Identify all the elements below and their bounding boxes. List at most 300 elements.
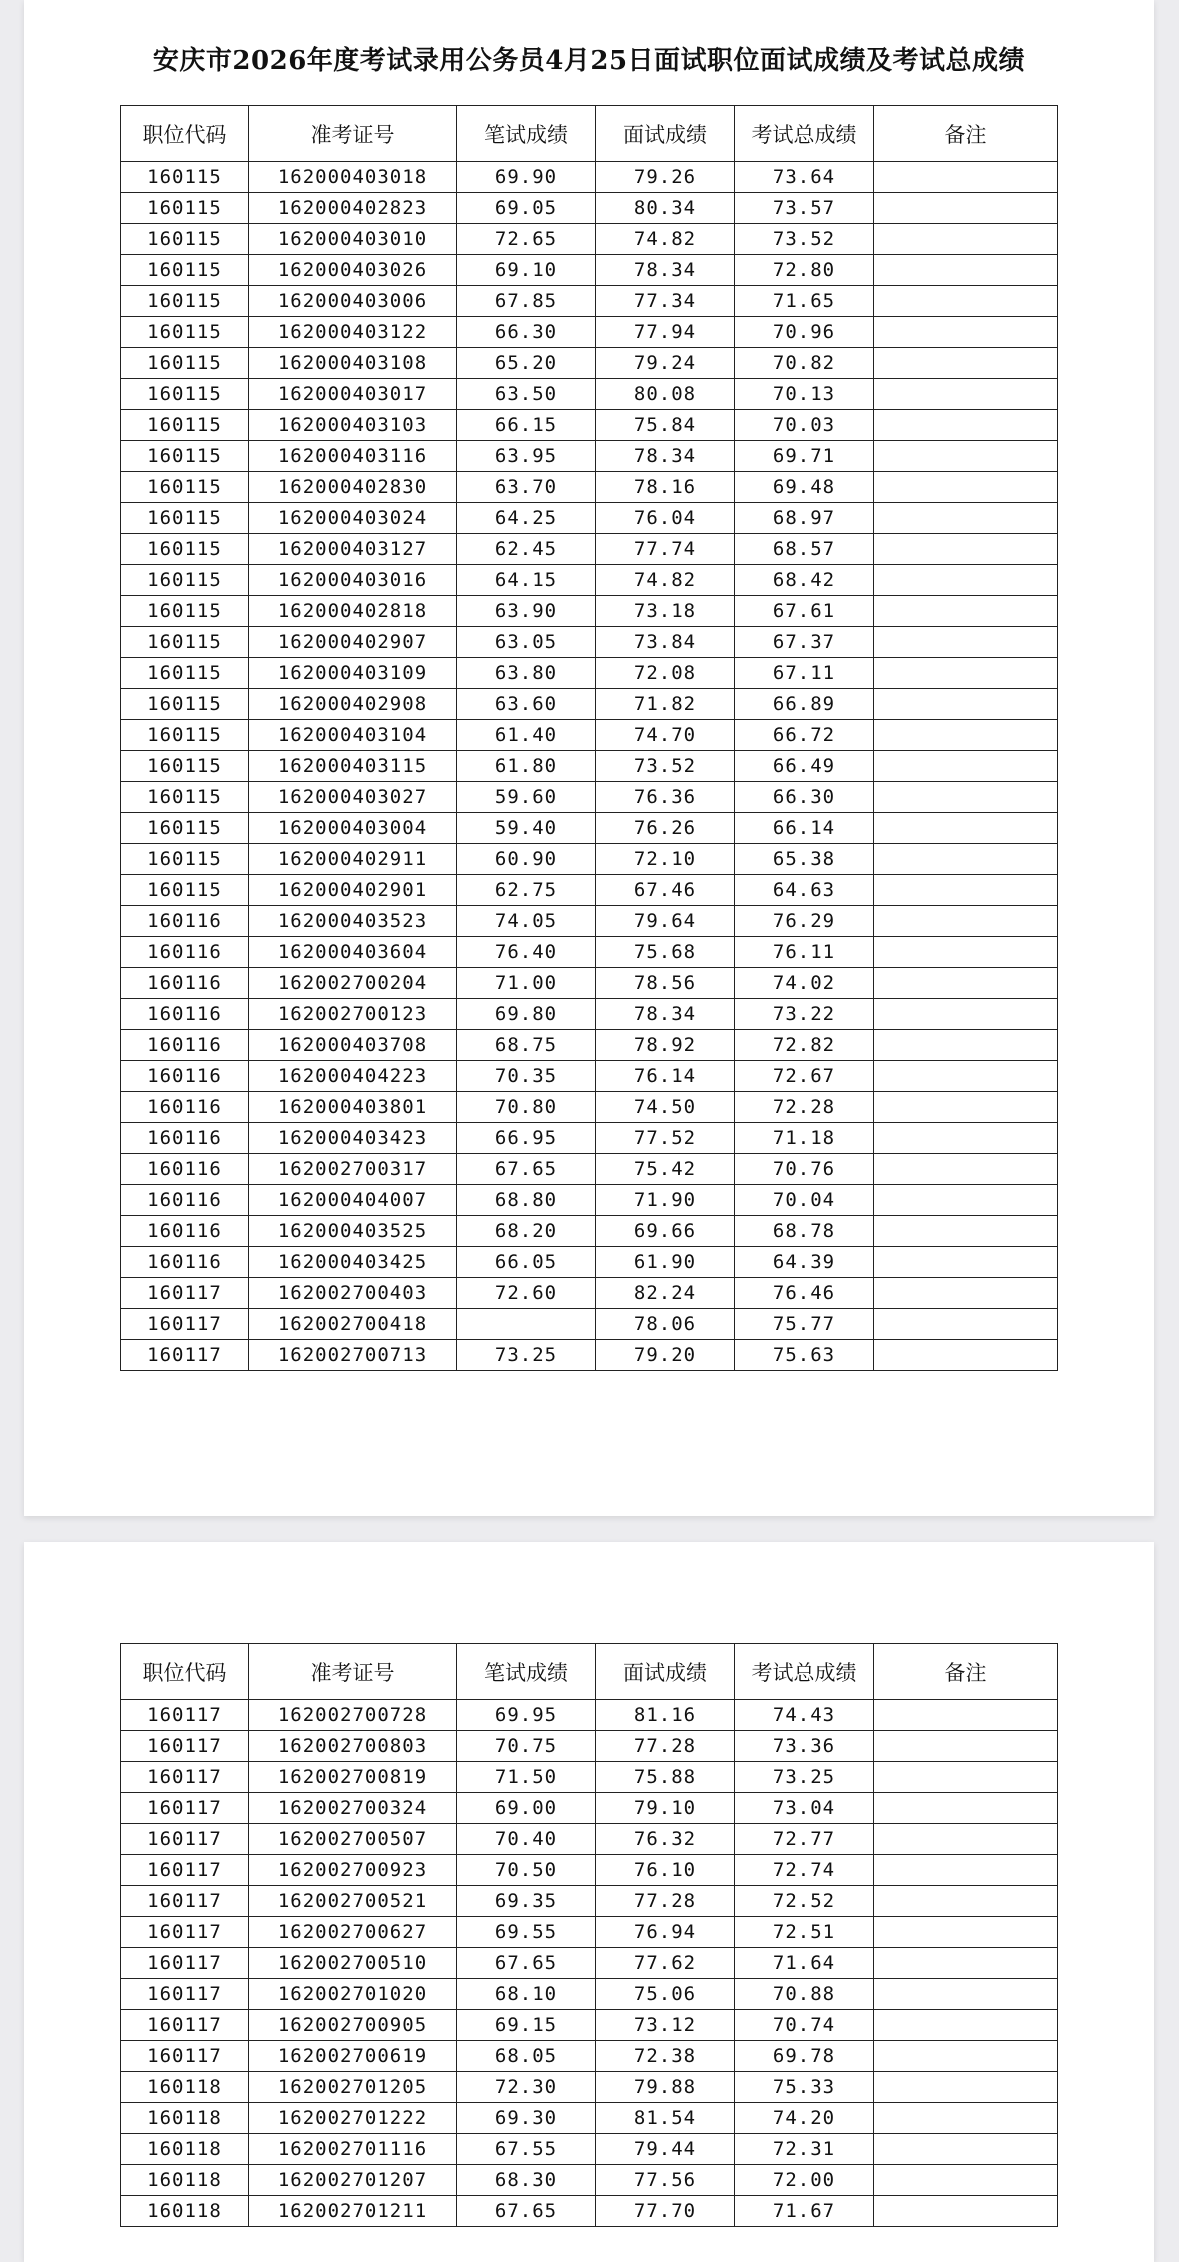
cell-remarks: [874, 255, 1058, 286]
cell-remarks: [874, 1700, 1058, 1731]
cell-total-score: 70.96: [735, 317, 874, 348]
cell-interview-score: 81.54: [596, 2103, 735, 2134]
cell-written-score: 64.25: [457, 503, 596, 534]
cell-position-code: 160115: [121, 627, 249, 658]
cell-remarks: [874, 1917, 1058, 1948]
cell-written-score: 66.15: [457, 410, 596, 441]
table-body-page-1: [121, 162, 1058, 1371]
cell-ticket-number: 162002700803: [249, 1731, 457, 1762]
cell-written-score: 74.05: [457, 906, 596, 937]
table-row: [121, 1030, 1058, 1061]
document-page-2: [24, 1542, 1154, 2262]
cell-ticket-number: 162002700510: [249, 1948, 457, 1979]
cell-ticket-number: 162002700418: [249, 1309, 457, 1340]
cell-ticket-number: 162000403122: [249, 317, 457, 348]
cell-position-code: 160115: [121, 193, 249, 224]
cell-position-code: 160116: [121, 1123, 249, 1154]
table-row: [121, 193, 1058, 224]
table-row: [121, 2010, 1058, 2041]
cell-interview-score: 72.38: [596, 2041, 735, 2072]
cell-remarks: [874, 472, 1058, 503]
cell-written-score: 69.00: [457, 1793, 596, 1824]
cell-total-score: 71.18: [735, 1123, 874, 1154]
cell-position-code: 160116: [121, 1247, 249, 1278]
cell-ticket-number: 162002700521: [249, 1886, 457, 1917]
cell-written-score: 69.90: [457, 162, 596, 193]
cell-position-code: 160117: [121, 1824, 249, 1855]
cell-written-score: 70.50: [457, 1855, 596, 1886]
table-row: [121, 1247, 1058, 1278]
table-row: [121, 1092, 1058, 1123]
cell-position-code: 160117: [121, 1731, 249, 1762]
cell-position-code: 160117: [121, 1855, 249, 1886]
cell-ticket-number: 162002701207: [249, 2165, 457, 2196]
table-row: [121, 751, 1058, 782]
table-row: [121, 1216, 1058, 1247]
cell-ticket-number: 162000403108: [249, 348, 457, 379]
cell-remarks: [874, 1154, 1058, 1185]
cell-total-score: 65.38: [735, 844, 874, 875]
cell-interview-score: 67.46: [596, 875, 735, 906]
cell-ticket-number: 162000402908: [249, 689, 457, 720]
cell-ticket-number: 162002701211: [249, 2196, 457, 2227]
cell-total-score: 66.14: [735, 813, 874, 844]
cell-remarks: [874, 2010, 1058, 2041]
cell-position-code: 160116: [121, 999, 249, 1030]
cell-written-score: 68.80: [457, 1185, 596, 1216]
cell-total-score: 73.36: [735, 1731, 874, 1762]
cell-written-score: 64.15: [457, 565, 596, 596]
cell-total-score: 72.31: [735, 2134, 874, 2165]
cell-interview-score: 78.92: [596, 1030, 735, 1061]
cell-ticket-number: 162000403104: [249, 720, 457, 751]
cell-total-score: 73.57: [735, 193, 874, 224]
cell-total-score: 68.42: [735, 565, 874, 596]
cell-written-score: 76.40: [457, 937, 596, 968]
cell-position-code: 160117: [121, 1917, 249, 1948]
cell-position-code: 160115: [121, 751, 249, 782]
cell-written-score: 72.65: [457, 224, 596, 255]
cell-position-code: 160116: [121, 1216, 249, 1247]
cell-position-code: 160117: [121, 1948, 249, 1979]
cell-remarks: [874, 813, 1058, 844]
cell-total-score: 70.04: [735, 1185, 874, 1216]
cell-interview-score: 77.94: [596, 317, 735, 348]
table-row: [121, 1917, 1058, 1948]
cell-written-score: [457, 1309, 596, 1340]
cell-remarks: [874, 999, 1058, 1030]
cell-interview-score: 79.26: [596, 162, 735, 193]
cell-position-code: 160115: [121, 596, 249, 627]
cell-interview-score: 73.84: [596, 627, 735, 658]
table-row: [121, 906, 1058, 937]
cell-ticket-number: 162002700819: [249, 1762, 457, 1793]
cell-remarks: [874, 565, 1058, 596]
cell-interview-score: 78.34: [596, 255, 735, 286]
cell-position-code: 160115: [121, 379, 249, 410]
cell-remarks: [874, 2196, 1058, 2227]
cell-position-code: 160117: [121, 1278, 249, 1309]
table-row: [121, 410, 1058, 441]
cell-written-score: 69.10: [457, 255, 596, 286]
cell-ticket-number: 162002700324: [249, 1793, 457, 1824]
cell-position-code: 160115: [121, 162, 249, 193]
cell-written-score: 70.80: [457, 1092, 596, 1123]
cell-position-code: 160117: [121, 1309, 249, 1340]
cell-written-score: 61.80: [457, 751, 596, 782]
table-row: [121, 1340, 1058, 1371]
cell-ticket-number: 162000403127: [249, 534, 457, 565]
cell-position-code: 160116: [121, 1154, 249, 1185]
table-row: [121, 999, 1058, 1030]
cell-ticket-number: 162000403024: [249, 503, 457, 534]
cell-interview-score: 79.24: [596, 348, 735, 379]
table-row: [121, 1979, 1058, 2010]
cell-interview-score: 73.52: [596, 751, 735, 782]
cell-interview-score: 73.18: [596, 596, 735, 627]
cell-remarks: [874, 1123, 1058, 1154]
cell-ticket-number: 162000404007: [249, 1185, 457, 1216]
header-position-code: 职位代码: [121, 1644, 249, 1700]
header-written-score: 笔试成绩: [457, 106, 596, 162]
cell-remarks: [874, 2103, 1058, 2134]
table-row: [121, 1700, 1058, 1731]
table-row: [121, 565, 1058, 596]
table-row: [121, 1185, 1058, 1216]
cell-total-score: 70.03: [735, 410, 874, 441]
cell-written-score: 67.65: [457, 1154, 596, 1185]
cell-total-score: 72.77: [735, 1824, 874, 1855]
cell-written-score: 68.10: [457, 1979, 596, 2010]
cell-interview-score: 77.62: [596, 1948, 735, 1979]
table-row: [121, 441, 1058, 472]
cell-remarks: [874, 720, 1058, 751]
cell-written-score: 60.90: [457, 844, 596, 875]
cell-position-code: 160115: [121, 720, 249, 751]
cell-written-score: 71.00: [457, 968, 596, 999]
cell-written-score: 70.35: [457, 1061, 596, 1092]
scores-table-page-2: [120, 1643, 1058, 2227]
cell-total-score: 71.67: [735, 2196, 874, 2227]
cell-written-score: 62.75: [457, 875, 596, 906]
table-row: [121, 658, 1058, 689]
table-row: [121, 689, 1058, 720]
cell-ticket-number: 162000402818: [249, 596, 457, 627]
table-row: [121, 2041, 1058, 2072]
cell-remarks: [874, 1886, 1058, 1917]
cell-ticket-number: 162002701020: [249, 1979, 457, 2010]
table-row: [121, 348, 1058, 379]
header-total-score: 考试总成绩: [735, 1644, 874, 1700]
table-row: [121, 317, 1058, 348]
table-row: [121, 720, 1058, 751]
cell-position-code: 160117: [121, 2010, 249, 2041]
cell-ticket-number: 162000403017: [249, 379, 457, 410]
cell-position-code: 160117: [121, 1886, 249, 1917]
cell-written-score: 62.45: [457, 534, 596, 565]
cell-interview-score: 75.88: [596, 1762, 735, 1793]
cell-ticket-number: 162000404223: [249, 1061, 457, 1092]
cell-ticket-number: 162002700713: [249, 1340, 457, 1371]
cell-remarks: [874, 844, 1058, 875]
cell-remarks: [874, 1340, 1058, 1371]
cell-interview-score: 77.28: [596, 1731, 735, 1762]
cell-remarks: [874, 1030, 1058, 1061]
table-row: [121, 1154, 1058, 1185]
cell-interview-score: 69.66: [596, 1216, 735, 1247]
cell-total-score: 70.13: [735, 379, 874, 410]
cell-remarks: [874, 1061, 1058, 1092]
cell-ticket-number: 162002700123: [249, 999, 457, 1030]
cell-remarks: [874, 1092, 1058, 1123]
cell-written-score: 63.05: [457, 627, 596, 658]
cell-ticket-number: 162000403423: [249, 1123, 457, 1154]
cell-remarks: [874, 534, 1058, 565]
cell-total-score: 68.78: [735, 1216, 874, 1247]
cell-remarks: [874, 379, 1058, 410]
cell-written-score: 69.30: [457, 2103, 596, 2134]
cell-interview-score: 77.70: [596, 2196, 735, 2227]
table-row: [121, 1886, 1058, 1917]
cell-written-score: 68.30: [457, 2165, 596, 2196]
cell-written-score: 67.85: [457, 286, 596, 317]
header-position-code: 职位代码: [121, 106, 249, 162]
cell-ticket-number: 162002700317: [249, 1154, 457, 1185]
cell-interview-score: 79.10: [596, 1793, 735, 1824]
table-row: [121, 1762, 1058, 1793]
cell-interview-score: 76.26: [596, 813, 735, 844]
cell-written-score: 66.30: [457, 317, 596, 348]
cell-written-score: 70.40: [457, 1824, 596, 1855]
cell-interview-score: 77.56: [596, 2165, 735, 2196]
cell-position-code: 160115: [121, 844, 249, 875]
header-written-score: 笔试成绩: [457, 1644, 596, 1700]
cell-position-code: 160116: [121, 1061, 249, 1092]
cell-ticket-number: 162000403018: [249, 162, 457, 193]
cell-total-score: 75.63: [735, 1340, 874, 1371]
cell-ticket-number: 162002701116: [249, 2134, 457, 2165]
table-row: [121, 1123, 1058, 1154]
cell-interview-score: 78.06: [596, 1309, 735, 1340]
header-remarks: 备注: [874, 1644, 1058, 1700]
cell-interview-score: 79.88: [596, 2072, 735, 2103]
cell-interview-score: 76.14: [596, 1061, 735, 1092]
header-total-score: 考试总成绩: [735, 106, 874, 162]
table-row: [121, 844, 1058, 875]
cell-interview-score: 76.32: [596, 1824, 735, 1855]
cell-ticket-number: 162002700403: [249, 1278, 457, 1309]
cell-written-score: 69.05: [457, 193, 596, 224]
table-row: [121, 1278, 1058, 1309]
cell-ticket-number: 162000403026: [249, 255, 457, 286]
table-row: [121, 224, 1058, 255]
cell-total-score: 67.11: [735, 658, 874, 689]
table-row: [121, 1309, 1058, 1340]
cell-written-score: 70.75: [457, 1731, 596, 1762]
table-row: [121, 1855, 1058, 1886]
cell-remarks: [874, 348, 1058, 379]
cell-total-score: 67.37: [735, 627, 874, 658]
cell-total-score: 70.82: [735, 348, 874, 379]
cell-total-score: 64.39: [735, 1247, 874, 1278]
table-row: [121, 782, 1058, 813]
table-row: [121, 596, 1058, 627]
cell-remarks: [874, 2072, 1058, 2103]
cell-total-score: 74.43: [735, 1700, 874, 1731]
cell-position-code: 160115: [121, 782, 249, 813]
cell-total-score: 73.52: [735, 224, 874, 255]
table-row: [121, 875, 1058, 906]
cell-remarks: [874, 224, 1058, 255]
cell-position-code: 160117: [121, 2041, 249, 2072]
cell-total-score: 76.29: [735, 906, 874, 937]
cell-interview-score: 76.10: [596, 1855, 735, 1886]
cell-total-score: 70.76: [735, 1154, 874, 1185]
cell-total-score: 72.67: [735, 1061, 874, 1092]
table-row: [121, 1948, 1058, 1979]
cell-position-code: 160116: [121, 1092, 249, 1123]
cell-position-code: 160115: [121, 689, 249, 720]
cell-position-code: 160116: [121, 1030, 249, 1061]
cell-interview-score: 71.90: [596, 1185, 735, 1216]
cell-position-code: 160115: [121, 565, 249, 596]
cell-written-score: 72.30: [457, 2072, 596, 2103]
cell-written-score: 63.70: [457, 472, 596, 503]
cell-written-score: 67.55: [457, 2134, 596, 2165]
table-row: [121, 503, 1058, 534]
cell-remarks: [874, 968, 1058, 999]
cell-position-code: 160118: [121, 2165, 249, 2196]
cell-interview-score: 74.70: [596, 720, 735, 751]
table-row: [121, 2103, 1058, 2134]
cell-written-score: 65.20: [457, 348, 596, 379]
cell-interview-score: 82.24: [596, 1278, 735, 1309]
cell-remarks: [874, 782, 1058, 813]
cell-interview-score: 74.50: [596, 1092, 735, 1123]
cell-total-score: 72.74: [735, 1855, 874, 1886]
cell-written-score: 68.20: [457, 1216, 596, 1247]
cell-interview-score: 79.64: [596, 906, 735, 937]
cell-position-code: 160115: [121, 441, 249, 472]
cell-written-score: 66.95: [457, 1123, 596, 1154]
cell-ticket-number: 162002701205: [249, 2072, 457, 2103]
cell-written-score: 68.75: [457, 1030, 596, 1061]
cell-interview-score: 79.20: [596, 1340, 735, 1371]
cell-position-code: 160115: [121, 813, 249, 844]
cell-written-score: 71.50: [457, 1762, 596, 1793]
header-ticket-number: 准考证号: [249, 1644, 457, 1700]
cell-ticket-number: 162000403027: [249, 782, 457, 813]
cell-ticket-number: 162002700905: [249, 2010, 457, 2041]
table-row: [121, 1824, 1058, 1855]
cell-interview-score: 78.34: [596, 441, 735, 472]
cell-position-code: 160115: [121, 255, 249, 286]
cell-written-score: 69.55: [457, 1917, 596, 1948]
cell-position-code: 160115: [121, 503, 249, 534]
cell-total-score: 73.25: [735, 1762, 874, 1793]
cell-ticket-number: 162002700204: [249, 968, 457, 999]
cell-written-score: 69.95: [457, 1700, 596, 1731]
cell-position-code: 160118: [121, 2196, 249, 2227]
cell-remarks: [874, 1309, 1058, 1340]
cell-ticket-number: 162000403604: [249, 937, 457, 968]
cell-position-code: 160116: [121, 906, 249, 937]
table-row: [121, 162, 1058, 193]
cell-interview-score: 75.84: [596, 410, 735, 441]
cell-remarks: [874, 1762, 1058, 1793]
cell-position-code: 160115: [121, 410, 249, 441]
cell-interview-score: 76.04: [596, 503, 735, 534]
header-interview-score: 面试成绩: [596, 106, 735, 162]
cell-remarks: [874, 1247, 1058, 1278]
cell-remarks: [874, 689, 1058, 720]
cell-remarks: [874, 627, 1058, 658]
table-row: [121, 627, 1058, 658]
cell-interview-score: 74.82: [596, 224, 735, 255]
cell-remarks: [874, 1979, 1058, 2010]
cell-interview-score: 77.34: [596, 286, 735, 317]
cell-position-code: 160116: [121, 968, 249, 999]
cell-ticket-number: 162002700923: [249, 1855, 457, 1886]
cell-interview-score: 72.08: [596, 658, 735, 689]
cell-interview-score: 75.42: [596, 1154, 735, 1185]
cell-ticket-number: 162000403523: [249, 906, 457, 937]
cell-ticket-number: 162000403010: [249, 224, 457, 255]
cell-written-score: 63.50: [457, 379, 596, 410]
cell-total-score: 71.64: [735, 1948, 874, 1979]
cell-position-code: 160117: [121, 1762, 249, 1793]
cell-ticket-number: 162000403016: [249, 565, 457, 596]
cell-ticket-number: 162002700728: [249, 1700, 457, 1731]
cell-ticket-number: 162000403103: [249, 410, 457, 441]
cell-position-code: 160117: [121, 1700, 249, 1731]
cell-ticket-number: 162000403801: [249, 1092, 457, 1123]
cell-position-code: 160118: [121, 2103, 249, 2134]
cell-total-score: 75.77: [735, 1309, 874, 1340]
cell-total-score: 66.49: [735, 751, 874, 782]
cell-ticket-number: 162000403425: [249, 1247, 457, 1278]
cell-total-score: 70.88: [735, 1979, 874, 2010]
table-row: [121, 968, 1058, 999]
table-row: [121, 379, 1058, 410]
cell-total-score: 66.89: [735, 689, 874, 720]
cell-position-code: 160117: [121, 1793, 249, 1824]
table-row: [121, 472, 1058, 503]
cell-position-code: 160116: [121, 1185, 249, 1216]
cell-ticket-number: 162000402907: [249, 627, 457, 658]
header-remarks: 备注: [874, 106, 1058, 162]
table-row: [121, 255, 1058, 286]
cell-interview-score: 71.82: [596, 689, 735, 720]
table-row: [121, 937, 1058, 968]
cell-remarks: [874, 503, 1058, 534]
cell-ticket-number: 162000403115: [249, 751, 457, 782]
scores-table-page-1: [120, 105, 1058, 1371]
cell-total-score: 71.65: [735, 286, 874, 317]
table-row: [121, 2165, 1058, 2196]
cell-interview-score: 74.82: [596, 565, 735, 596]
cell-interview-score: 78.56: [596, 968, 735, 999]
cell-ticket-number: 162000402830: [249, 472, 457, 503]
cell-ticket-number: 162000403525: [249, 1216, 457, 1247]
cell-remarks: [874, 410, 1058, 441]
table-row: [121, 534, 1058, 565]
cell-total-score: 69.71: [735, 441, 874, 472]
cell-remarks: [874, 658, 1058, 689]
cell-remarks: [874, 286, 1058, 317]
cell-remarks: [874, 751, 1058, 782]
cell-total-score: 68.97: [735, 503, 874, 534]
